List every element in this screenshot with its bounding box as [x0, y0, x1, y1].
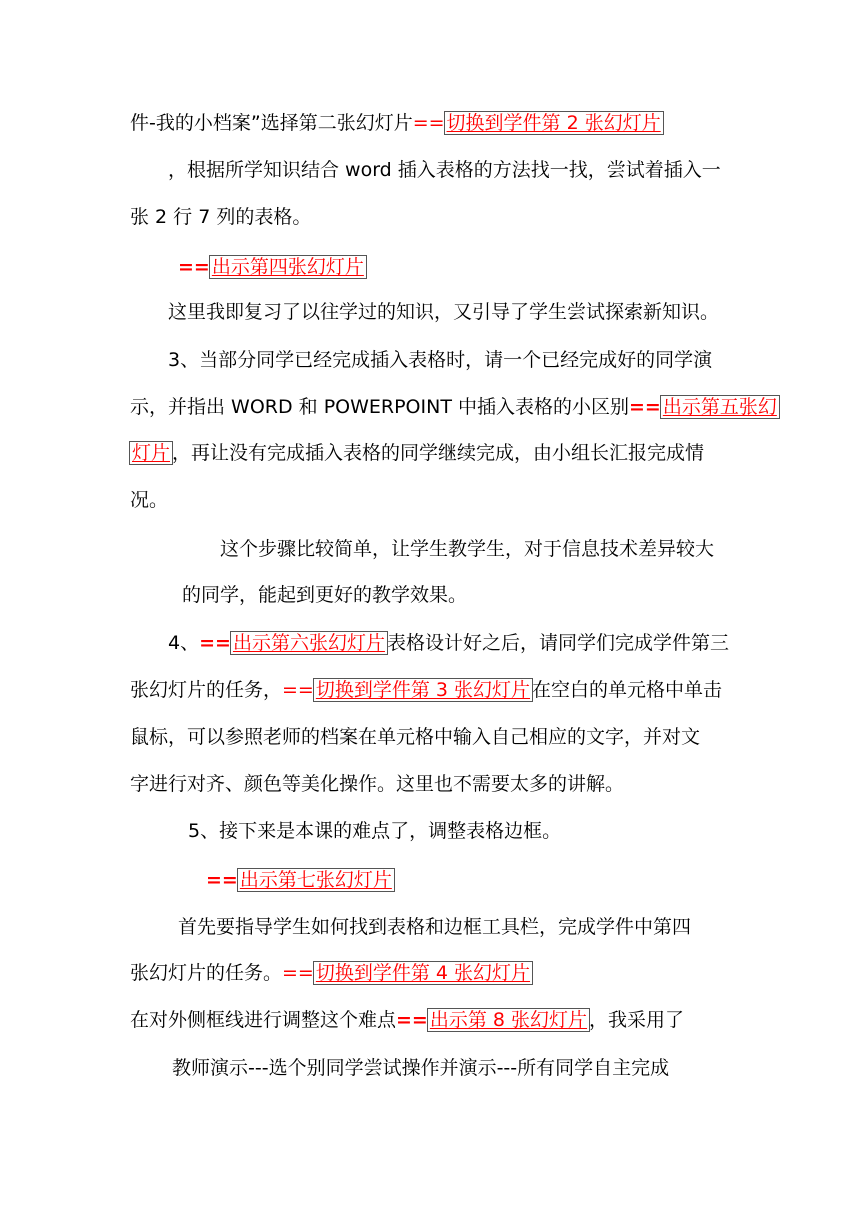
slide-link-box[interactable]: 切换到学件第 3 张幻灯片 — [315, 679, 531, 701]
text-run: 件-我的小档案”选择第二张幻灯片 — [130, 112, 413, 134]
text-run: 张幻灯片的任务， — [130, 679, 283, 701]
text-line-6 — [168, 347, 712, 373]
text-run: ，我采用了 — [589, 1009, 685, 1031]
text-line-5 — [168, 299, 719, 325]
text-line-16 — [188, 818, 561, 844]
text-run: 表格设计好之后，请同学们完成学件第三 — [386, 632, 729, 654]
text-line-19 — [130, 960, 532, 986]
text-line-17 — [206, 867, 394, 893]
text-run: 教师演示---选个别同学尝试操作并演示---所有同学自主完成 — [172, 1057, 670, 1079]
text-line-7 — [130, 394, 779, 420]
text-line-20 — [130, 1007, 684, 1033]
text-run: 的同学，能起到更好的教学效果。 — [182, 584, 468, 606]
text-run: 张幻灯片的任务。 — [130, 962, 283, 984]
double-equals-marker: == — [282, 679, 314, 701]
double-equals-marker: == — [282, 962, 314, 984]
text-line-11 — [182, 582, 467, 608]
double-equals-marker: == — [396, 1009, 428, 1031]
text-line-3 — [130, 204, 311, 230]
double-equals-marker: == — [206, 869, 238, 891]
double-equals-marker: == — [628, 396, 661, 418]
text-run: 4、 — [168, 632, 200, 654]
text-run: 这里我即复习了以往学过的知识，又引导了学生尝试探索新知识。 — [168, 301, 720, 323]
text-run: 首先要指导学生如何找到表格和边框工具栏，完成学件中第四 — [178, 916, 692, 938]
text-line-10 — [220, 536, 714, 562]
text-line-12 — [168, 630, 729, 656]
text-run: 在对外侧框线进行调整这个难点 — [130, 1009, 397, 1031]
text-line-13 — [130, 677, 722, 703]
text-line-18 — [178, 914, 691, 940]
text-line-1 — [130, 110, 663, 136]
double-equals-marker: == — [199, 632, 231, 654]
text-line-15 — [130, 771, 624, 797]
slide-link-box[interactable]: 出示第四张幻灯片 — [211, 256, 364, 278]
text-line-2 — [168, 157, 721, 183]
text-run: 示，并指出 WORD 和 POWERPOINT 中插入表格的小区别 — [130, 396, 629, 418]
slide-link-box[interactable]: 出示第 8 张幻灯片 — [429, 1009, 588, 1031]
slide-link-box[interactable]: 出示第六张幻灯片 — [232, 632, 385, 654]
text-run: ，根据所学知识结合 word 插入表格的方法找一找，尝试着插入一 — [168, 159, 721, 181]
text-run: 这个步骤比较简单，让学生教学生，对于信息技术差异较大 — [220, 538, 715, 560]
text-line-4 — [178, 254, 366, 280]
text-line-21 — [172, 1055, 669, 1081]
slide-link-box[interactable]: 出示第七张幻灯片 — [239, 869, 392, 891]
slide-link-box[interactable]: 切换到学件第 2 张幻灯片 — [446, 112, 661, 134]
text-run: 鼠标，可以参照老师的档案在单元格中输入自己相应的文字，并对文 — [130, 726, 701, 748]
text-run: 字进行对齐、颜色等美化操作。这里也不需要太多的讲解。 — [130, 773, 625, 795]
text-run: ，再让没有完成插入表格的同学继续完成，由小组长汇报完成情 — [172, 442, 705, 464]
double-equals-marker: == — [178, 256, 210, 278]
text-line-14 — [130, 724, 700, 750]
slide-link-box[interactable]: 灯片 — [132, 442, 171, 464]
text-run: 3、当部分同学已经完成插入表格时，请一个已经完成好的同学演 — [168, 349, 713, 371]
slide-link-box[interactable]: 切换到学件第 4 张幻灯片 — [315, 962, 531, 984]
text-run: 5、接下来是本课的难点了，调整表格边框。 — [188, 820, 562, 842]
text-line-8 — [130, 440, 704, 466]
text-run: 况。 — [130, 489, 169, 511]
double-equals-marker: == — [412, 112, 445, 134]
text-run: 在空白的单元格中单击 — [532, 679, 723, 701]
slide-link-box[interactable]: 出示第五张幻 — [662, 396, 777, 418]
text-run: 张 2 行 7 列的表格。 — [130, 206, 312, 228]
text-line-9 — [130, 487, 168, 513]
